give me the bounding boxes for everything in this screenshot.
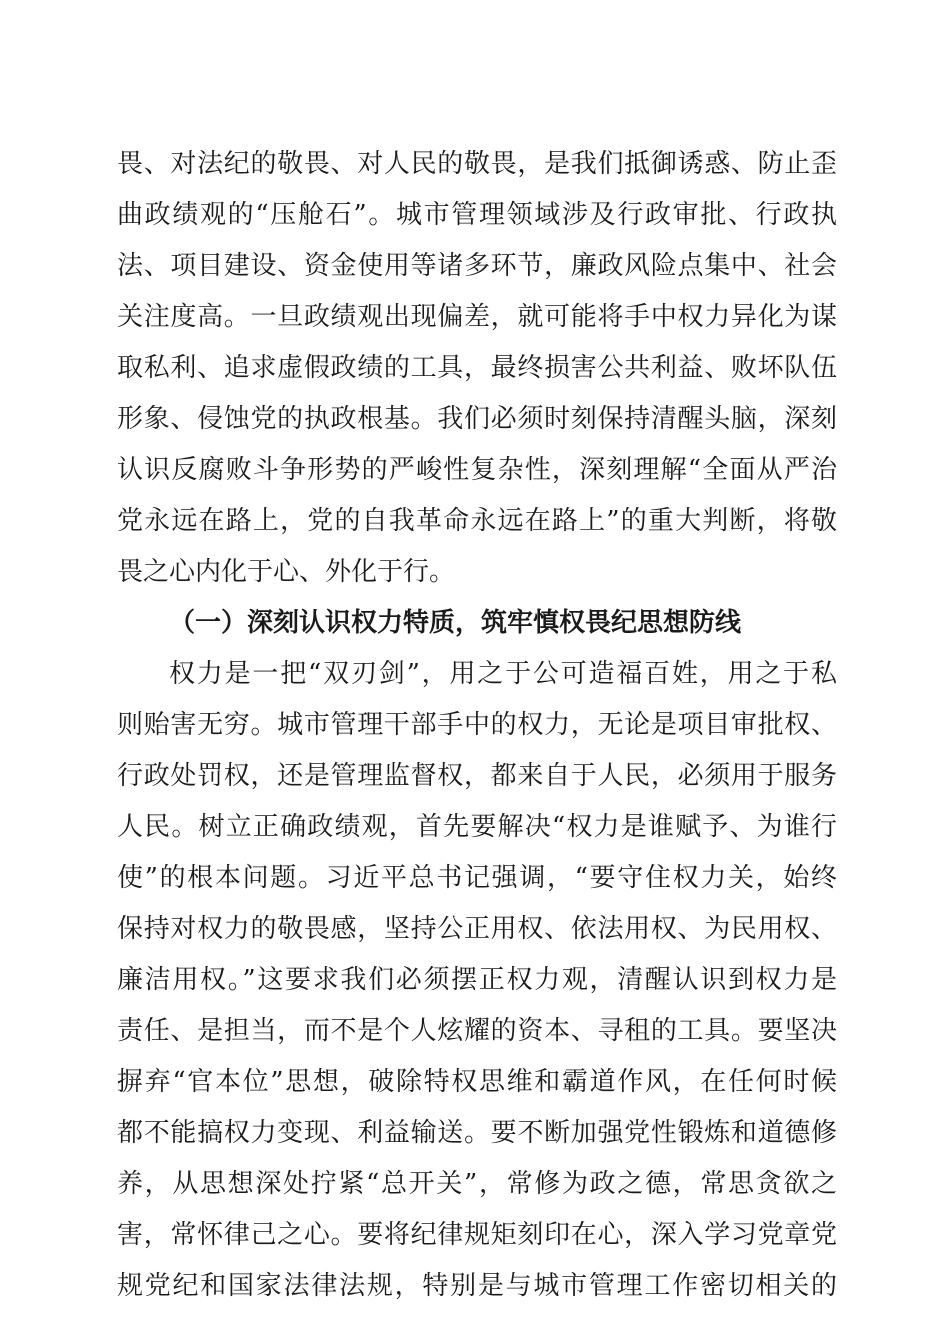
section-heading: （一）深刻认识权力特质，筑牢慎权畏纪思想防线 xyxy=(169,608,742,638)
body-text-line: 廉洁用权。”这要求我们必须摆正权力观，清醒认识到权力是 xyxy=(117,965,837,995)
body-text-line: 关注度高。一旦政绩观出现偏差，就可能将手中权力异化为谋 xyxy=(117,302,837,332)
body-text-line: 都不能搞权力变现、利益输送。要不断加强党性锻炼和道德修 xyxy=(117,1118,837,1148)
body-text-line: 曲政绩观的“压舱石”。城市管理领域涉及行政审批、行政执 xyxy=(117,200,837,230)
body-text-line: 养，从思想深处拧紧“总开关”，常修为政之德，常思贪欲之 xyxy=(117,1169,837,1199)
body-text-line: 畏之心内化于心、外化于行。 xyxy=(117,557,456,587)
body-text-line: 害，常怀律己之心。要将纪律规矩刻印在心，深入学习党章党 xyxy=(117,1220,837,1250)
body-text-line: 则贻害无穷。城市管理干部手中的权力，无论是项目审批权、 xyxy=(117,710,837,740)
body-text-line: 畏、对法纪的敬畏、对人民的敬畏，是我们抵御诱惑、防止歪 xyxy=(117,149,837,179)
body-text-line: 人民。树立正确政绩观，首先要解决“权力是谁赋予、为谁行 xyxy=(117,812,837,842)
body-text-line: 使”的根本问题。习近平总书记强调，“要守住权力关，始终 xyxy=(117,863,837,893)
body-text-line: 保持对权力的敬畏感，坚持公正用权、依法用权、为民用权、 xyxy=(117,914,837,944)
body-text-line: 法、项目建设、资金使用等诸多环节，廉政风险点集中、社会 xyxy=(117,251,837,281)
body-text-line: 摒弃“官本位”思想，破除特权思维和霸道作风，在任何时候 xyxy=(117,1067,837,1097)
body-text-line: 取私利、追求虚假政绩的工具，最终损害公共利益、败坏队伍 xyxy=(117,353,837,383)
body-text-line: 党永远在路上，党的自我革命永远在路上”的重大判断，将敬 xyxy=(117,506,837,536)
body-text-line: 行政处罚权，还是管理监督权，都来自于人民，必须用于服务 xyxy=(117,761,837,791)
body-text-line: 认识反腐败斗争形势的严峻性复杂性，深刻理解“全面从严治 xyxy=(117,455,837,485)
body-text-line: 规党纪和国家法律法规，特别是与城市管理工作密切相关的 xyxy=(117,1271,837,1301)
body-text-line: 责任、是担当，而不是个人炫耀的资本、寻租的工具。要坚决 xyxy=(117,1016,837,1046)
body-text-line: 形象、侵蚀党的执政根基。我们必须时刻保持清醒头脑，深刻 xyxy=(117,404,837,434)
body-text-line: 权力是一把“双刃剑”，用之于公可造福百姓，用之于私 xyxy=(169,659,837,689)
